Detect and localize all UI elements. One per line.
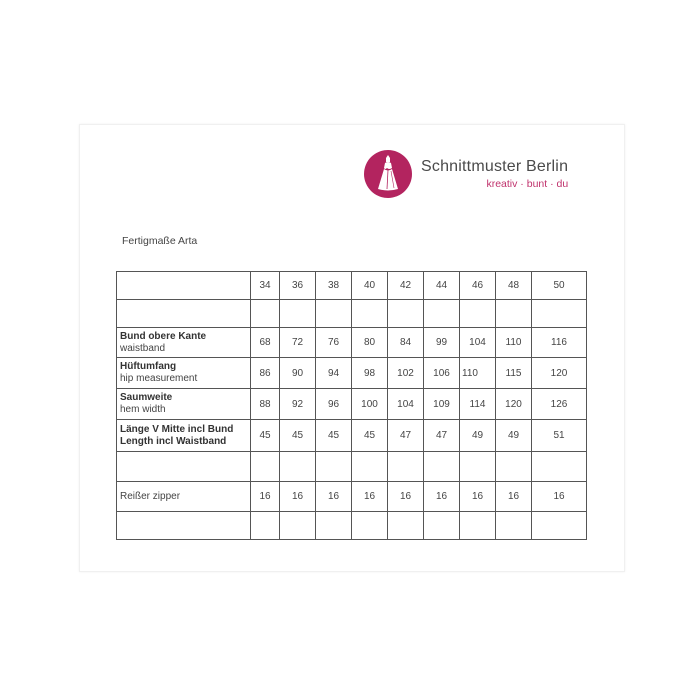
table-cell: 110 — [496, 328, 532, 358]
row-label-de: Saumweite — [120, 392, 173, 403]
table-cell — [460, 452, 496, 482]
table-cell: 90 — [280, 358, 316, 389]
size-header: 48 — [496, 272, 532, 300]
table-cell: 94 — [316, 358, 352, 389]
table-cell — [460, 300, 496, 328]
row-label — [117, 328, 251, 358]
table-cell — [532, 512, 587, 540]
table-cell: 45 — [352, 420, 388, 452]
size-table — [116, 271, 587, 540]
table-cell: 99 — [424, 328, 460, 358]
table-cell: 45 — [316, 420, 352, 452]
table-cell — [316, 512, 352, 540]
table-row — [117, 300, 587, 328]
table-cell — [388, 512, 424, 540]
table-cell: 88 — [251, 389, 280, 420]
brand-tagline: kreativ · bunt · du — [486, 178, 569, 190]
size-chart-sheet — [79, 124, 625, 572]
brand-logo — [364, 150, 568, 198]
table-cell: 16 — [316, 482, 352, 512]
table-row — [117, 452, 587, 482]
table-cell: 16 — [496, 482, 532, 512]
table-cell: 98 — [352, 358, 388, 389]
row-label — [117, 482, 251, 512]
table-row — [117, 512, 587, 540]
table-row — [117, 420, 587, 452]
dress-on-mannequin-icon — [364, 150, 412, 198]
table-cell: 16 — [280, 482, 316, 512]
table-cell: 51 — [532, 420, 587, 452]
table-cell: 16 — [352, 482, 388, 512]
row-label-de: Bund obere Kante — [120, 330, 207, 342]
table-cell — [316, 300, 352, 328]
size-header: 34 — [251, 272, 280, 300]
table-cell — [532, 452, 587, 482]
row-label — [117, 358, 251, 389]
row-label-en: waistband — [120, 342, 166, 354]
table-cell — [460, 512, 496, 540]
table-cell: 120 — [532, 358, 587, 389]
table-cell: 102 — [388, 358, 424, 389]
table-cell: 47 — [424, 420, 460, 452]
brand-name: Schnittmuster Berlin — [421, 158, 569, 175]
table-cell: 49 — [460, 420, 496, 452]
table-cell — [280, 512, 316, 540]
table-cell: 86 — [251, 358, 280, 389]
table-cell: 120 — [496, 389, 532, 420]
table-cell: 16 — [532, 482, 587, 512]
table-cell — [496, 512, 532, 540]
row-label-en: hip measurement — [120, 373, 198, 384]
table-cell: 45 — [251, 420, 280, 452]
table-cell — [352, 512, 388, 540]
table-cell: 100 — [352, 389, 388, 420]
document-title: Fertigmaße Arta — [122, 235, 198, 247]
size-header: 44 — [424, 272, 460, 300]
row-label-zipper: Reißer zipper — [120, 490, 181, 502]
row-label-en: hem width — [120, 404, 166, 415]
size-header: 38 — [316, 272, 352, 300]
table-cell: 115 — [496, 358, 532, 389]
table-cell — [532, 300, 587, 328]
table-cell: 16 — [460, 482, 496, 512]
size-header: 42 — [388, 272, 424, 300]
table-cell — [388, 452, 424, 482]
table-cell: 68 — [251, 328, 280, 358]
size-header: 46 — [460, 272, 496, 300]
table-cell: 106 — [424, 358, 460, 389]
table-cell — [251, 300, 280, 328]
table-cell: 114 — [460, 389, 496, 420]
table-cell: 80 — [352, 328, 388, 358]
size-header: 40 — [352, 272, 388, 300]
table-row — [117, 389, 587, 420]
size-header: 36 — [280, 272, 316, 300]
table-cell — [496, 452, 532, 482]
table-cell — [352, 452, 388, 482]
table-cell — [424, 452, 460, 482]
row-label-de: Hüftumfang — [120, 361, 177, 372]
table-cell — [316, 452, 352, 482]
table-cell: 104 — [460, 328, 496, 358]
table-cell: 72 — [280, 328, 316, 358]
table-cell: 110 — [460, 358, 496, 389]
table-cell: 49 — [496, 420, 532, 452]
table-cell: 96 — [316, 389, 352, 420]
table-cell — [251, 452, 280, 482]
table-row — [117, 358, 587, 389]
table-cell: 76 — [316, 328, 352, 358]
table-cell: 47 — [388, 420, 424, 452]
row-label — [117, 389, 251, 420]
table-cell — [280, 452, 316, 482]
row-label-en: Length incl Waistband — [120, 435, 227, 447]
table-cell — [424, 300, 460, 328]
table-cell: 16 — [251, 482, 280, 512]
table-cell — [388, 300, 424, 328]
header-row — [117, 272, 587, 300]
row-label — [117, 300, 251, 328]
table-cell — [352, 300, 388, 328]
table-cell: 84 — [388, 328, 424, 358]
row-label — [117, 512, 251, 540]
table-cell: 45 — [280, 420, 316, 452]
table-cell: 126 — [532, 389, 587, 420]
table-cell — [251, 512, 280, 540]
row-label-de: Länge V Mitte incl Bund — [120, 423, 234, 435]
table-row — [117, 482, 587, 512]
table-cell — [496, 300, 532, 328]
row-label — [117, 452, 251, 482]
table-cell: 104 — [388, 389, 424, 420]
row-label — [117, 420, 251, 452]
table-cell: 109 — [424, 389, 460, 420]
table-cell — [280, 300, 316, 328]
table-cell: 92 — [280, 389, 316, 420]
table-cell: 116 — [532, 328, 587, 358]
table-cell: 16 — [388, 482, 424, 512]
table-cell: 16 — [424, 482, 460, 512]
table-row — [117, 328, 587, 358]
table-cell — [424, 512, 460, 540]
size-header: 50 — [532, 272, 587, 300]
header-label-cell — [117, 272, 251, 300]
